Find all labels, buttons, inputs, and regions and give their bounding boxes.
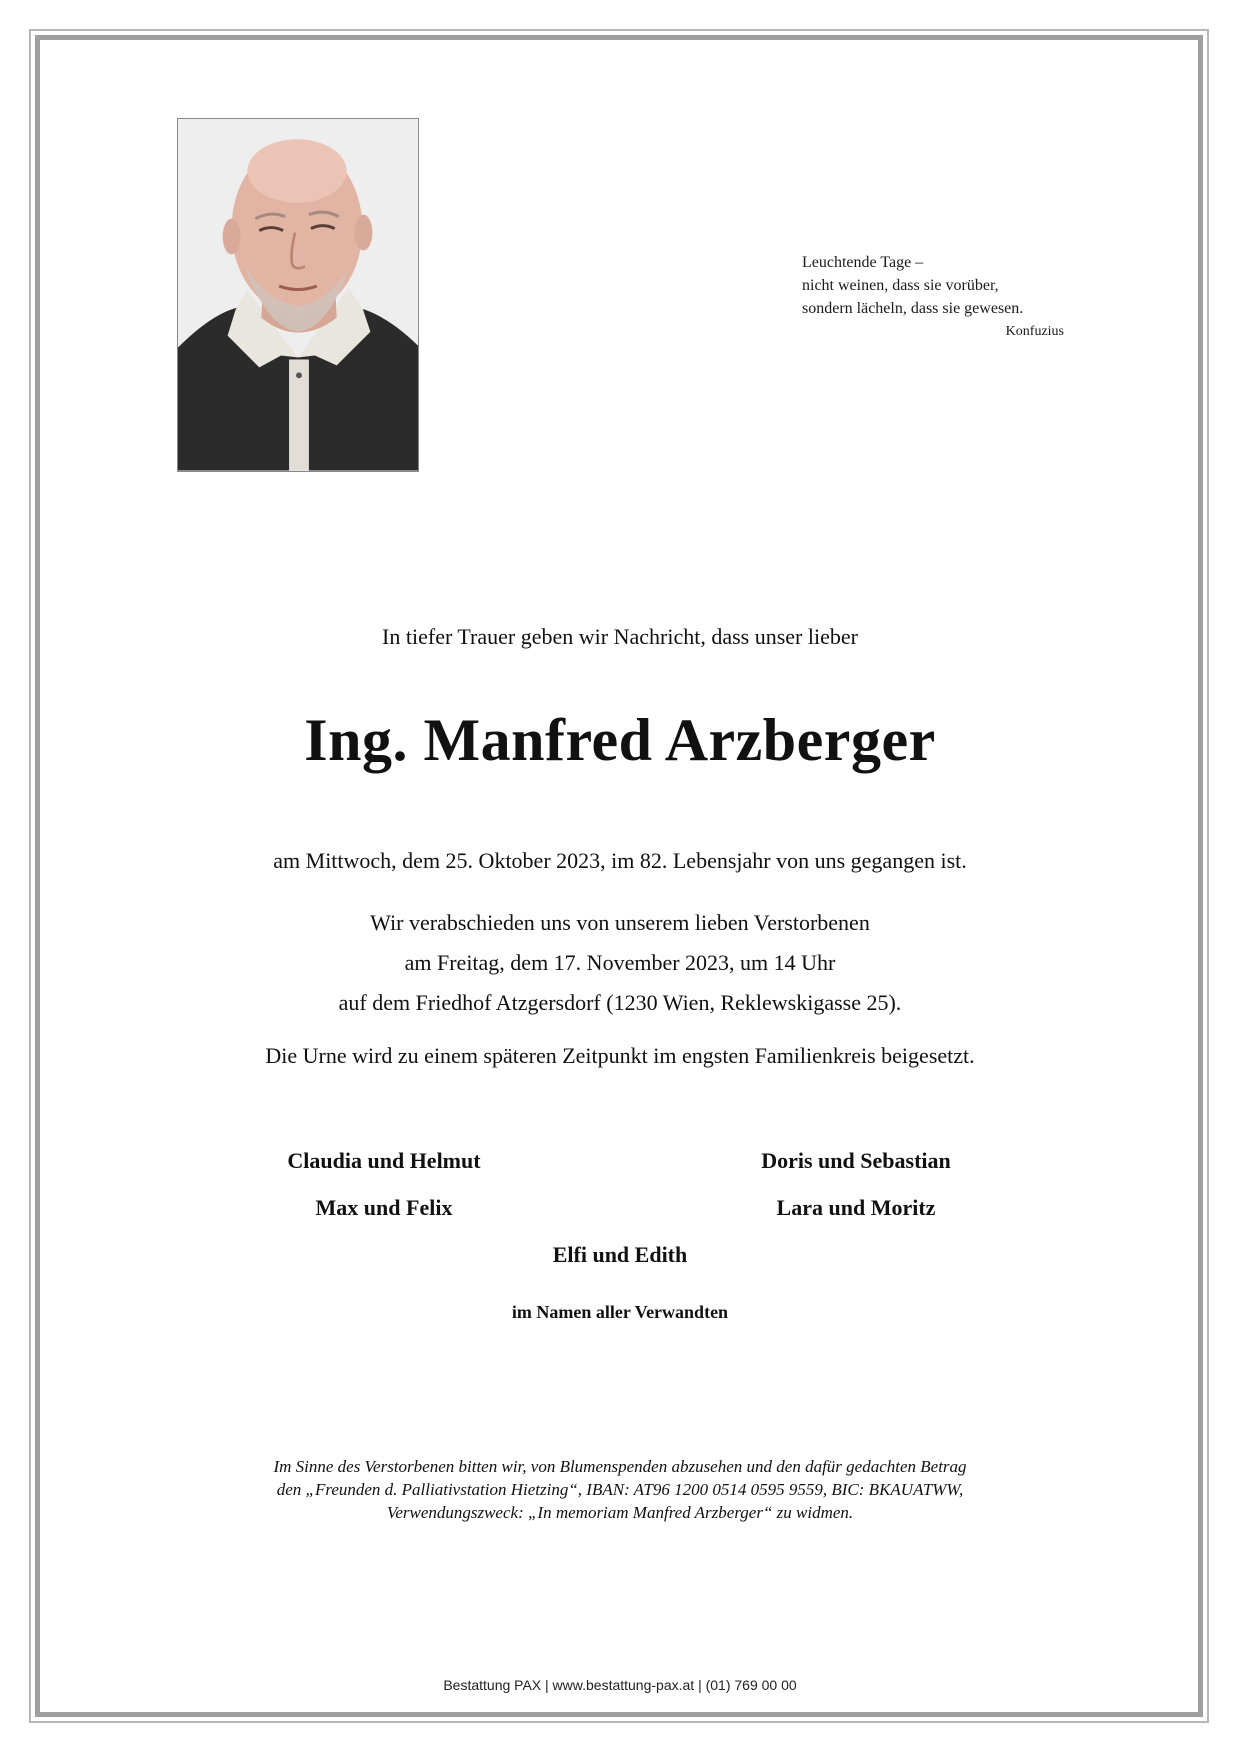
mourner-name: Max und Felix (315, 1195, 453, 1220)
deceased-name: Ing. Manfred Arzberger (304, 707, 936, 773)
farewell-line: am Freitag, dem 17. November 2023, um 14 Uhr (404, 950, 836, 975)
intro-text: In tiefer Trauer geben wir Nachricht, dass unser lieber (382, 624, 858, 649)
relatives-note: im Namen aller Verwandten (511, 1302, 729, 1322)
mourner-name: Doris und Sebastian (761, 1148, 951, 1173)
farewell-line: Wir verabschieden uns von unserem lieben Verstorbenen (370, 910, 870, 935)
portrait-photo (177, 118, 419, 472)
donation-line: Im Sinne des Verstorbenen bitten wir, von Blumenspenden abzusehen und den dafür gedachten Betrag (273, 1457, 967, 1476)
mourner-name: Elfi und Edith (552, 1242, 688, 1267)
mourner-name: Claudia und Helmut (287, 1148, 481, 1173)
urn-notice: Die Urne wird zu einem späteren Zeitpunkt im engsten Familienkreis beigesetzt. (265, 1043, 975, 1068)
quote-block (802, 251, 1072, 343)
quote-author: Konfuzius (1005, 324, 1064, 339)
funeral-home-footer: Bestattung PAX | www.bestattung-pax.at | (01) 769 00 00 (443, 1677, 797, 1693)
death-notice: am Mittwoch, dem 25. Oktober 2023, im 82. Lebensjahr von uns gegangen ist. (273, 848, 967, 873)
quote-line: nicht weinen, dass sie vorüber, (802, 277, 999, 294)
farewell-block (0, 903, 1240, 1023)
quote-line: Leuchtende Tage – (802, 254, 924, 271)
donation-line: den „Freunden d. Palliativstation Hietzing“, IBAN: AT96 1200 0514 0595 9559, BIC: BKAUATWW, (276, 1480, 964, 1499)
quote-line: sondern lächeln, dass sie gewesen. (802, 300, 1024, 317)
farewell-line: auf dem Friedhof Atzgersdorf (1230 Wien, Reklewskigasse 25). (338, 990, 902, 1015)
donation-request (0, 1455, 1240, 1524)
mourner-name: Lara und Moritz (776, 1195, 936, 1220)
donation-line: Verwendungszweck: „In memoriam Manfred Arzberger“ zu widmen. (386, 1503, 854, 1522)
